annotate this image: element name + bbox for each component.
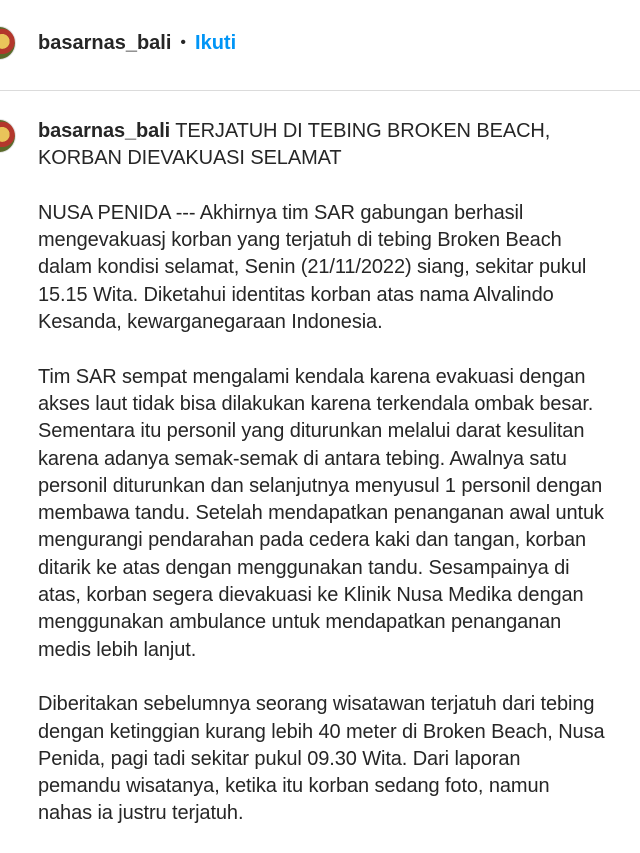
paragraph2-line: membawa tandu. Setelah mendapatkan penanganan awal untuk	[38, 502, 604, 525]
caption-username-link[interactable]: basarnas_bali	[38, 120, 171, 142]
caption-title-line: KORBAN DIEVAKUASI SELAMAT	[38, 147, 342, 170]
paragraph2-line: ditarik ke atas dengan menggunakan tandu. Sesampainya di	[38, 556, 570, 579]
paragraph-gap	[38, 336, 640, 363]
paragraph3-line: dengan ketinggian kurang lebih 40 meter di Broken Beach, Nusa	[38, 720, 605, 743]
paragraph3-line: nahas ia justru terjatuh.	[38, 802, 244, 825]
paragraph-gap	[38, 664, 640, 691]
paragraph1-line: dalam kondisi selamat, Senin (21/11/2022) siang, sekitar pukul	[38, 256, 587, 279]
header-username-link[interactable]: basarnas_bali	[38, 32, 172, 54]
caption-avatar[interactable]	[0, 119, 16, 153]
paragraph2-line: akses laut tidak bisa dilakukan karena terkendala ombak besar.	[38, 392, 594, 415]
header-user-row	[38, 30, 236, 56]
paragraph3-line: Penida, pagi tadi sekitar pukul 09.30 Wita. Dari laporan	[38, 747, 521, 770]
paragraph1-line: 15.15 Wita. Diketahui identitas korban atas nama Alvalindo	[38, 283, 554, 306]
paragraph2-line: menggunakan ambulance untuk mendapatkan penanganan	[38, 611, 562, 634]
paragraph2-line: atas, korban segera dievakuasi ke Klinik Nusa Medika dengan	[38, 584, 584, 607]
caption-title-line: TERJATUH DI TEBING BROKEN BEACH,	[175, 120, 551, 142]
paragraph3-line: pemandu wisatanya, ketika itu korban sedang foto, namun	[38, 775, 550, 798]
paragraph2-line: Sementara itu personil yang diturunkan melalui darat kesulitan	[38, 420, 585, 443]
avatar[interactable]	[0, 26, 16, 60]
paragraph1-line: mengevakuasj korban yang terjatuh di tebing Broken Beach	[38, 229, 562, 252]
paragraph2-line: karena adanya semak-semak di antara tebing. Awalnya satu	[38, 447, 567, 470]
paragraph1-line: NUSA PENIDA --- Akhirnya tim SAR gabungan berhasil	[38, 201, 524, 224]
paragraph2-line: medis lebih lanjut.	[38, 638, 197, 661]
paragraph2-line: Tim SAR sempat mengalami kendala karena evakuasi dengan	[38, 365, 586, 388]
paragraph2-line: personil diturunkan dan selanjutnya menyusul 1 personil dengan	[38, 474, 603, 497]
paragraph1-line: Kesanda, kewarganegaraan Indonesia.	[38, 311, 383, 334]
paragraph3-line: Diberitakan sebelumnya seorang wisatawan terjatuh dari tebing	[38, 693, 595, 716]
separator-dot: •	[180, 34, 187, 51]
follow-button[interactable]: Ikuti	[195, 32, 237, 54]
post-caption	[38, 118, 640, 828]
paragraph-gap	[38, 173, 640, 200]
post-header	[0, 0, 640, 91]
paragraph2-line: mengurangi pendarahan pada cedera kaki dan tangan, korban	[38, 529, 587, 552]
caption-line	[38, 118, 640, 145]
